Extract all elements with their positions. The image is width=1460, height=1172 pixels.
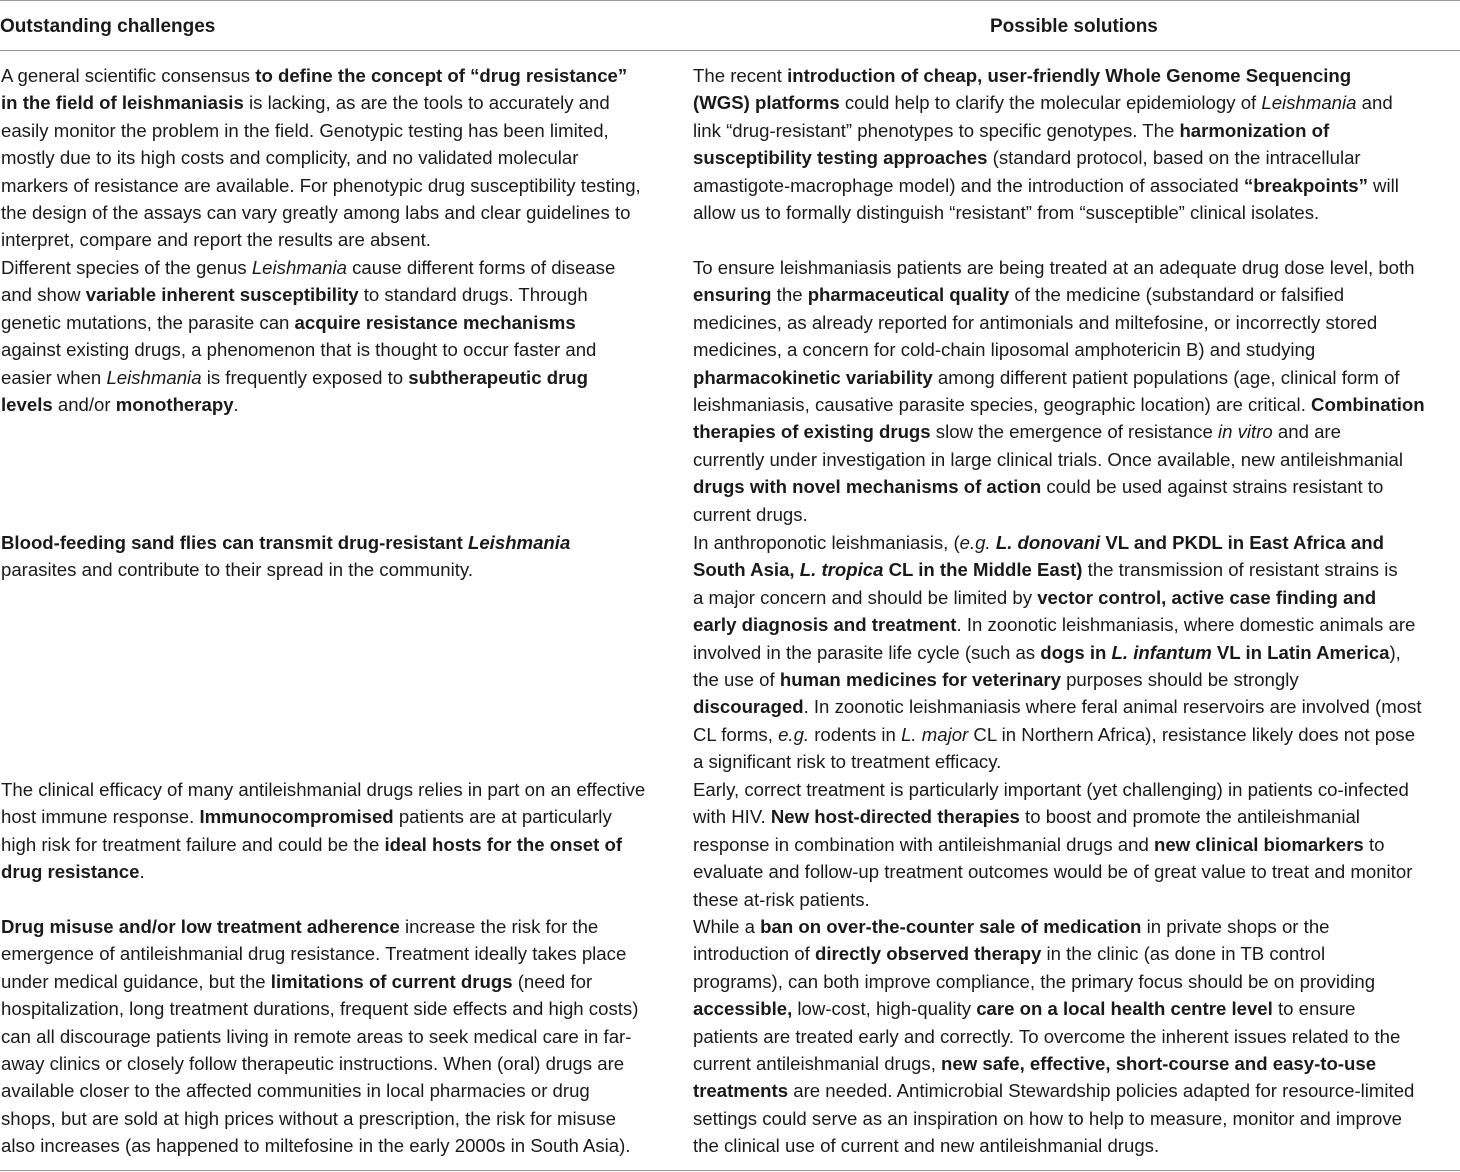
text-run: is lacking, as are the tools to accurately and — [243, 92, 610, 114]
text-run: Immunocompromised — [199, 806, 394, 828]
table-top-rule — [0, 0, 1460, 1]
text-line — [1, 144, 681, 171]
text-line — [693, 1132, 1458, 1159]
text-run: drugs with novel mechanisms of action — [693, 476, 1042, 498]
header-possible-solutions: Possible solutions — [990, 16, 1158, 37]
text-run: in vitro — [1217, 421, 1273, 443]
text-line — [693, 831, 1458, 858]
text-run: mostly due to its high costs and complicity, and no validated molecular — [1, 147, 579, 169]
text-run: new safe, effective, short-course and easy-to-use — [941, 1052, 1377, 1074]
text-line — [693, 62, 1458, 89]
text-run: limitations of current drugs — [270, 970, 513, 992]
text-run: against existing drugs, a phenomenon that is thought to occur faster and — [1, 339, 597, 361]
text-run: (WGS) platforms — [693, 92, 840, 114]
text-run: a significant risk to treatment efficacy. — [693, 751, 1002, 773]
text-run: parasites and contribute to their spread in the community. — [1, 559, 473, 581]
text-run: Early, correct treatment is particularly important (yet challenging) in patients co-infected — [693, 779, 1409, 800]
text-line — [693, 584, 1458, 611]
text-run: purposes should be strongly — [1060, 668, 1299, 690]
text-line — [1, 968, 681, 995]
text-run: Leishmania — [467, 532, 571, 553]
text-run: . — [233, 393, 239, 415]
header-rule — [0, 50, 1460, 51]
text-run: emergence of antileishmanial drug resistance. Treatment ideally takes place — [1, 943, 627, 965]
text-run: medicines, as already reported for antimonials and miltefosine, or incorrectly stored — [693, 311, 1378, 333]
text-run: CL forms, — [693, 723, 779, 745]
text-run: will — [1367, 174, 1399, 196]
text-line — [1, 803, 681, 830]
text-line — [693, 1050, 1458, 1077]
text-run: current antileishmanial drugs, — [693, 1052, 942, 1074]
text-run: shops, but are sold at high prices without a prescription, the risk for misuse — [1, 1107, 616, 1129]
text-run: harmonization of — [1179, 119, 1330, 141]
text-run: ), — [1389, 641, 1401, 663]
text-run: Leishmania — [106, 366, 202, 388]
text-line — [1, 1050, 681, 1077]
text-line — [693, 611, 1458, 638]
text-run: among different patient populations (age, clinical form of — [932, 366, 1400, 388]
text-line — [1, 226, 681, 253]
text-run: is frequently exposed to — [201, 366, 409, 388]
text-run: South Asia, — [693, 559, 800, 581]
text-line — [693, 1023, 1458, 1050]
text-run: susceptibility testing approaches — [693, 147, 988, 169]
text-run: amastigote-macrophage model) and the introduction of associated — [693, 174, 1244, 196]
text-run: subtherapeutic drug — [408, 366, 589, 388]
text-line — [693, 556, 1458, 583]
text-run: in the field of leishmaniasis — [1, 92, 244, 114]
text-line — [693, 776, 1458, 803]
text-line — [1, 309, 681, 336]
text-run: L. tropica — [799, 559, 884, 581]
text-run: available closer to the affected communities in local pharmacies or drug — [1, 1080, 590, 1102]
challenge-cell — [1, 776, 681, 886]
text-line — [1, 281, 681, 308]
text-line — [693, 913, 1458, 940]
text-run: patients are treated early and correctly. To overcome the inherent issues related to the — [693, 1025, 1401, 1047]
text-run: The clinical efficacy of many antileishmanial drugs relies in part on an effective — [1, 779, 646, 800]
text-line — [693, 336, 1458, 363]
text-line — [1, 364, 681, 391]
text-run: Blood-feeding sand flies can transmit drug-resistant — [1, 532, 468, 553]
text-line — [693, 89, 1458, 116]
text-run: monotherapy — [115, 393, 234, 415]
text-run: and are — [1272, 421, 1341, 443]
solution-cell — [693, 62, 1458, 226]
text-line — [1, 529, 681, 556]
text-run: link “drug-resistant” phenotypes to specific genotypes. The — [693, 119, 1180, 141]
text-run: therapies of existing drugs — [693, 421, 931, 443]
text-line — [693, 529, 1458, 556]
text-run: . In zoonotic leishmaniasis where feral animal reservoirs are involved (most — [803, 696, 1422, 718]
text-run: to define the concept of “drug resistance” — [255, 65, 628, 86]
text-line — [1, 172, 681, 199]
text-run: with HIV. — [693, 806, 771, 828]
text-run: these at-risk patients. — [693, 888, 870, 910]
solution-cell — [693, 776, 1458, 913]
text-run: Different species of the genus — [1, 257, 252, 278]
text-line — [693, 446, 1458, 473]
text-line — [693, 309, 1458, 336]
solution-cell — [693, 529, 1458, 776]
text-line — [1, 117, 681, 144]
text-run: in the clinic (as done in TB control — [1041, 943, 1326, 965]
text-run: and/or — [52, 393, 116, 415]
text-run: to boost and promote the antileishmanial — [1019, 806, 1360, 828]
text-run: Leishmania — [1261, 92, 1357, 114]
text-line — [693, 254, 1458, 281]
text-line — [693, 501, 1458, 528]
text-run: high risk for treatment failure and could be the — [1, 833, 385, 855]
text-run: (need for — [512, 970, 593, 992]
text-run: response in combination with antileishmanial drugs and — [693, 833, 1154, 855]
text-run: . In zoonotic leishmaniasis, where domestic animals are — [956, 614, 1416, 636]
solution-cell — [693, 254, 1458, 528]
text-line — [1, 1105, 681, 1132]
text-run: involved in the parasite life cycle (such as — [693, 641, 1041, 663]
text-run: interpret, compare and report the results are absent. — [1, 229, 431, 251]
text-run: levels — [1, 393, 53, 415]
text-line — [693, 666, 1458, 693]
text-run: can all discourage patients living in remote areas to seek medical care in far- — [1, 1025, 632, 1047]
text-run: CL in the Middle East) — [883, 559, 1083, 581]
text-run: the use of — [693, 668, 780, 690]
text-run: drug resistance — [1, 861, 140, 883]
text-run: pharmaceutical quality — [807, 284, 1010, 306]
text-line — [693, 144, 1458, 171]
text-run: . — [139, 861, 145, 883]
text-line — [1, 556, 681, 583]
text-line — [693, 418, 1458, 445]
text-run: Leishmania — [251, 257, 347, 278]
text-run: e.g. — [959, 532, 991, 553]
text-line — [693, 364, 1458, 391]
text-run: directly observed therapy — [814, 943, 1042, 965]
text-line — [693, 172, 1458, 199]
text-run: New host-directed therapies — [770, 806, 1020, 828]
text-run: the — [771, 284, 808, 306]
text-run: low-cost, high-quality — [792, 998, 977, 1020]
text-run: L. donovani — [995, 532, 1101, 553]
text-run: the design of the assays can vary greatly among labs and clear guidelines to — [1, 201, 631, 223]
text-run: current drugs. — [693, 503, 808, 525]
text-run: of the medicine (substandard or falsified — [1009, 284, 1345, 306]
text-run: evaluate and follow-up treatment outcomes would be of great value to treat and monitor — [693, 861, 1413, 883]
text-line — [693, 748, 1458, 775]
text-line — [1, 995, 681, 1022]
text-run: Combination — [1311, 393, 1425, 415]
text-line — [1, 1132, 681, 1159]
text-line — [693, 281, 1458, 308]
text-run: accessible, — [693, 998, 793, 1020]
text-run: L. infantum — [1111, 641, 1212, 663]
text-line — [1, 62, 681, 89]
text-run: allow us to formally distinguish “resistant” from “susceptible” clinical isolates. — [693, 201, 1320, 223]
text-run: Drug misuse and/or low treatment adherence — [1, 916, 400, 937]
text-line — [693, 199, 1458, 226]
text-run: a major concern and should be limited by — [693, 586, 1038, 608]
text-run: ensuring — [693, 284, 772, 306]
text-run: discouraged — [693, 696, 804, 718]
text-line — [1, 940, 681, 967]
text-line — [693, 858, 1458, 885]
table-bottom-rule — [0, 1170, 1460, 1171]
text-line — [1, 336, 681, 363]
text-run: in private shops or the — [1141, 916, 1330, 937]
text-run: CL in Northern Africa), resistance likely does not pose — [968, 723, 1416, 745]
text-run: are needed. Antimicrobial Stewardship policies adapted for resource-limited — [788, 1080, 1415, 1102]
text-run: ban on over-the-counter sale of medication — [760, 916, 1142, 937]
text-run: leishmaniasis, causative parasite species, geographic location) are critical. — [693, 393, 1312, 415]
text-run: could be used against strains resistant to — [1041, 476, 1384, 498]
text-run: markers of resistance are available. For phenotypic drug susceptibility testing, — [1, 174, 641, 196]
text-run: vector control, active case finding and — [1037, 586, 1377, 608]
text-line — [693, 693, 1458, 720]
text-run: new clinical biomarkers — [1153, 833, 1364, 855]
text-run: to ensure — [1272, 998, 1356, 1020]
text-run: easily monitor the problem in the field. Genotypic testing has been limited, — [1, 119, 609, 141]
text-run: “breakpoints” — [1243, 174, 1368, 196]
text-run: the clinical use of current and new antileishmanial drugs. — [693, 1135, 1160, 1157]
text-run: introduction of cheap, user-friendly Whole Genome Sequencing — [787, 65, 1352, 86]
text-run: In anthroponotic leishmaniasis, ( — [693, 532, 960, 553]
text-run: host immune response. — [1, 806, 200, 828]
text-run: L. major — [901, 723, 969, 745]
text-line — [1, 913, 681, 940]
text-line — [1, 776, 681, 803]
challenge-cell — [1, 529, 681, 584]
text-run: (standard protocol, based on the intracellular — [987, 147, 1361, 169]
text-run: and — [1356, 92, 1393, 114]
text-run: cause different forms of disease — [346, 257, 616, 278]
text-run: rodents in — [809, 723, 902, 745]
text-run: to — [1363, 833, 1385, 855]
text-run: treatments — [693, 1080, 789, 1102]
text-line — [1, 1023, 681, 1050]
text-run: hospitalization, long treatment durations, frequent side effects and high costs) — [1, 998, 639, 1020]
text-run: slow the emergence of resistance — [930, 421, 1218, 443]
text-line — [693, 968, 1458, 995]
text-line — [1, 89, 681, 116]
text-line — [693, 391, 1458, 418]
text-line — [693, 639, 1458, 666]
text-run: and show — [1, 284, 86, 306]
text-run: acquire resistance mechanisms — [294, 311, 576, 333]
text-run: early diagnosis and treatment — [693, 614, 957, 636]
text-run: variable inherent susceptibility — [85, 284, 359, 306]
challenge-cell — [1, 62, 681, 254]
text-run: e.g. — [778, 723, 810, 745]
text-run: pharmacokinetic variability — [693, 366, 933, 388]
text-run: settings could serve as an inspiration on how to help to measure, monitor and improve — [693, 1107, 1403, 1129]
text-run: medicines, a concern for cold-chain liposomal amphotericin B) and studying — [693, 339, 1316, 361]
text-line — [693, 117, 1458, 144]
text-line — [693, 803, 1458, 830]
text-run: could help to clarify the molecular epidemiology of — [839, 92, 1262, 114]
text-run: A general scientific consensus — [1, 65, 256, 86]
text-run: care on a local health centre level — [976, 998, 1273, 1020]
text-run: programs), can both improve compliance, the primary focus should be on providing — [693, 970, 1376, 992]
text-run: dogs in — [1040, 641, 1112, 663]
text-run: currently under investigation in large clinical trials. Once available, new antileishmanial — [693, 448, 1404, 470]
text-run: VL and PKDL in East Africa and — [1100, 532, 1384, 553]
text-line — [1, 254, 681, 281]
text-line — [1, 831, 681, 858]
text-line — [693, 473, 1458, 500]
text-run: increase the risk for the — [399, 916, 599, 937]
text-line — [693, 995, 1458, 1022]
text-run: VL in Latin America — [1211, 641, 1390, 663]
text-run: easier when — [1, 366, 107, 388]
header-outstanding-challenges: Outstanding challenges — [0, 16, 216, 37]
challenge-cell — [1, 913, 681, 1160]
text-line — [693, 940, 1458, 967]
text-run: ideal hosts for the onset of — [384, 833, 623, 855]
text-line — [1, 391, 681, 418]
text-line — [693, 1105, 1458, 1132]
text-run: human medicines for veterinary — [779, 668, 1061, 690]
text-line — [1, 199, 681, 226]
text-line — [1, 858, 681, 885]
text-run: introduction of — [693, 943, 815, 965]
text-run: genetic mutations, the parasite can — [1, 311, 295, 333]
text-run: patients are at particularly — [393, 806, 612, 828]
challenge-cell — [1, 254, 681, 418]
text-run: To ensure leishmaniasis patients are being treated at an adequate drug dose level, both — [693, 257, 1415, 278]
text-line — [693, 886, 1458, 913]
solution-cell — [693, 913, 1458, 1160]
text-run: the transmission of resistant strains is — [1082, 559, 1398, 581]
text-run: away clinics or closely follow therapeutic instructions. When (oral) drugs are — [1, 1052, 625, 1074]
text-run: also increases (as happened to miltefosine in the early 2000s in South Asia). — [1, 1135, 631, 1157]
text-run: under medical guidance, but the — [1, 970, 271, 992]
text-run: to standard drugs. Through — [358, 284, 588, 306]
text-line — [693, 1077, 1458, 1104]
text-run: The recent — [693, 65, 788, 86]
text-line — [693, 721, 1458, 748]
text-run: While a — [693, 916, 761, 937]
text-line — [1, 1077, 681, 1104]
